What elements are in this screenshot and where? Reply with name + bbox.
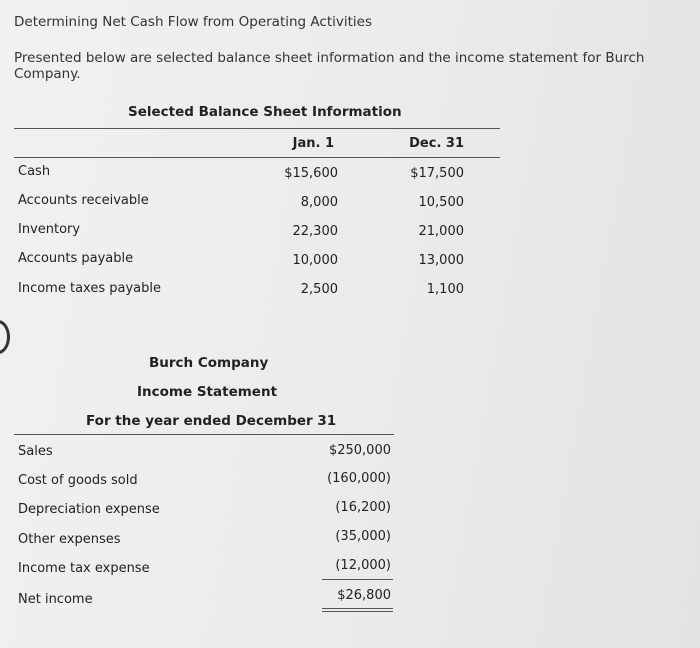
row-label: Income taxes payable: [18, 281, 161, 296]
total-double-rule-bottom: [322, 611, 393, 612]
row-label: Accounts receivable: [18, 193, 149, 208]
amount: (12,000): [335, 558, 391, 573]
dec-value: 13,000: [418, 253, 464, 268]
dec-value: 1,100: [426, 282, 464, 297]
jan-value: 8,000: [300, 195, 338, 210]
row-label: Accounts payable: [18, 251, 134, 266]
statement-period: For the year ended December 31: [86, 413, 337, 429]
row-label: Cash: [18, 164, 51, 179]
total-double-rule-top: [322, 608, 393, 609]
jan-value: 10,000: [292, 253, 338, 268]
income-statement-top-rule: [14, 434, 394, 435]
page-edge-mark: [0, 320, 10, 354]
balance-sheet-header-rule: [14, 157, 500, 158]
row-label: Cost of goods sold: [18, 473, 138, 488]
jan-value: 22,300: [292, 224, 338, 239]
amount: (35,000): [335, 529, 391, 544]
company-name: Burch Company: [149, 355, 269, 371]
jan-value: 2,500: [300, 282, 338, 297]
page-title: Determining Net Cash Flow from Operating Activities: [14, 14, 372, 30]
row-label: Other expenses: [18, 532, 121, 547]
amount: (160,000): [327, 471, 391, 486]
amount: $250,000: [328, 443, 391, 458]
dec-value: 10,500: [418, 195, 464, 210]
row-label: Net income: [18, 592, 93, 607]
amount: $26,800: [337, 588, 391, 603]
row-label: Inventory: [18, 222, 81, 237]
row-label: Depreciation expense: [18, 502, 160, 517]
row-label: Sales: [18, 444, 53, 459]
row-label: Income tax expense: [18, 561, 150, 576]
amount: (16,200): [335, 500, 391, 515]
col-header-jan: Jan. 1: [292, 136, 334, 151]
jan-value: $15,600: [284, 166, 338, 181]
balance-sheet-top-rule: [14, 128, 500, 129]
statement-title: Income Statement: [137, 384, 278, 400]
col-header-dec: Dec. 31: [409, 136, 464, 151]
intro-text: Presented below are selected balance sheet information and the income statement for Burch Company.: [14, 50, 645, 82]
dec-value: $17,500: [410, 166, 464, 181]
dec-value: 21,000: [418, 224, 464, 239]
balance-sheet-heading: Selected Balance Sheet Information: [128, 104, 402, 120]
subtotal-rule: [322, 579, 393, 580]
